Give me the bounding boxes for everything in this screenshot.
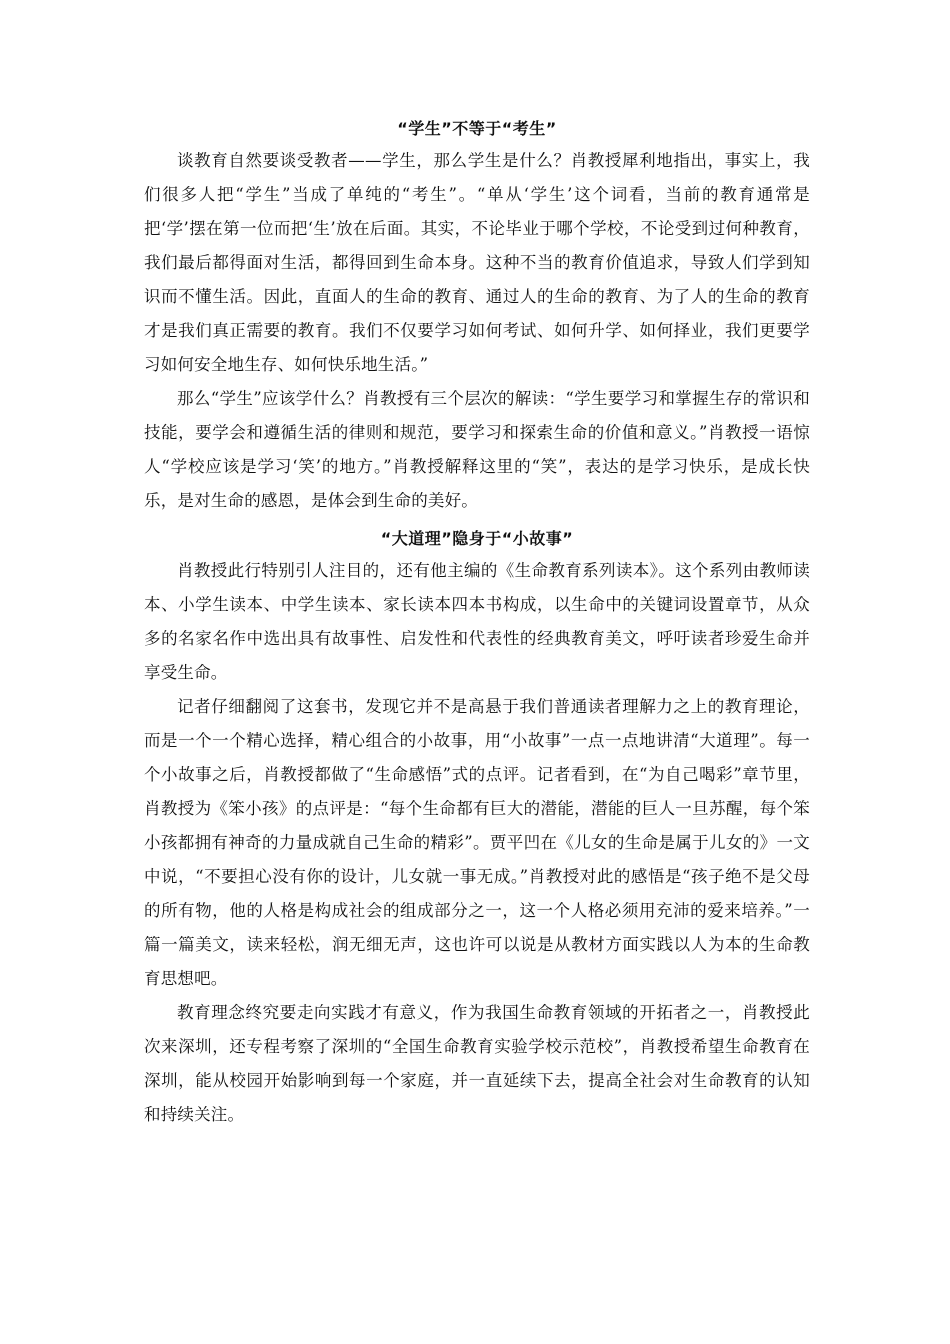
- document-page: [144, 114, 810, 1132]
- section-heading-students: “学生”不等于“考生”: [397, 119, 557, 138]
- paragraph: 记者仔细翻阅了这套书，发现它并不是高悬于我们普通读者理解力之上的教育理论，而是一个一个精心选择，精心组合的小故事，用“小故事”一点一点地讲清“大道理”。每一个小故事之后，肖教授都做了“生命感悟”式的点评。记者看到，在“为自己喝彩”章节里，肖教授为《笨小孩》的点评是：“每个生命都有巨大的潜能，潜能的巨人一旦苏醒，每个笨小孩都拥有神奇的力量成就自己生命的精彩”。贾平凹在《儿女的生命是属于儿女的》一文中说，“不要担心没有你的设计，儿女就一事无成。”肖教授对此的感悟是“孩子绝不是父母的所有物，他的人格是构成社会的组成部分之一，这一个人格必须用充沛的爱来培养。”一篇一篇美文，读来轻松，润无细无声，这也许可以说是从教材方面实践以人为本的生命教育思想吧。: [144, 697, 810, 988]
- section-heading-stories: “大道理”隐身于“小故事”: [380, 529, 574, 548]
- paragraph: 教育理念终究要走向实践才有意义，作为我国生命教育领域的开拓者之一，肖教授此次来深圳，还专程考察了深圳的“全国生命教育实验学校示范校”，肖教授希望生命教育在深圳，能从校园开始影响到每一个家庭，并一直延续下去，提高全社会对生命教育的认知和持续关注。: [144, 1003, 810, 1124]
- paragraph: 那么“学生”应该学什么？肖教授有三个层次的解读：“学生要学习和掌握生存的常识和技能，要学会和遵循生活的律则和规范，要学习和探索生命的价值和意义。”肖教授一语惊人“学校应该是学习‘笑’的地方。”肖教授解释这里的“笑”，表达的是学习快乐，是成长快乐，是对生命的感恩，是体会到生命的美好。: [144, 389, 810, 510]
- paragraph: 谈教育自然要谈受教者——学生，那么学生是什么？肖教授犀利地指出，事实上，我们很多人把“学生”当成了单纯的“考生”。“单从‘学生’这个词看，当前的教育通常是把‘学’摆在第一位而把‘生’放在后面。其实，不论毕业于哪个学校，不论受到过何种教育，我们最后都得面对生活，都得回到生命本身。这种不当的教育价值追求，导致人们学到知识而不懂生活。因此，直面人的生命的教育、通过人的生命的教育、为了人的生命的教育才是我们真正需要的教育。我们不仅要学习如何考试、如何升学、如何择业，我们更要学习如何安全地生存、如何快乐地生活。”: [144, 151, 810, 374]
- paragraph: 肖教授此行特别引人注目的，还有他主编的《生命教育系列读本》。这个系列由教师读本、小学生读本、中学生读本、家长读本四本书构成，以生命中的关键词设置章节，从众多的名家名作中选出具有故事性、启发性和代表性的经典教育美文，呼吁读者珍爱生命并享受生命。: [144, 561, 810, 682]
